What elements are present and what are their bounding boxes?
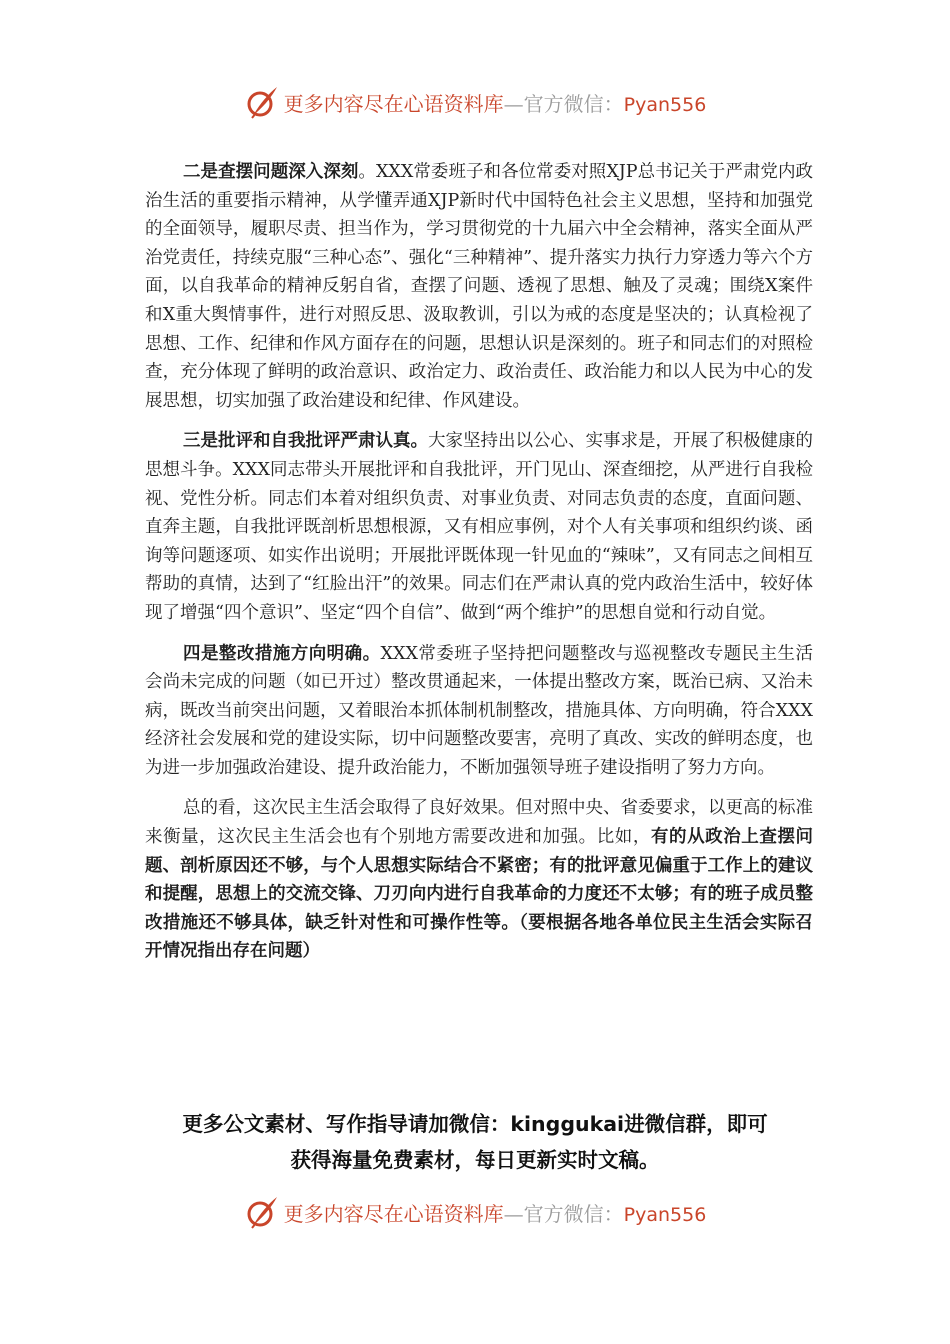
footer-watermark: [0, 1190, 950, 1234]
watermark-id: Pyan556: [623, 93, 707, 116]
paragraph-2: [145, 158, 813, 415]
quill-logo-icon: [244, 1194, 280, 1230]
watermark-main: 更多内容尽在心语资料库: [283, 91, 504, 116]
header-watermark: [0, 80, 950, 124]
watermark-official: 官方微信：: [523, 91, 624, 116]
paragraph-4: [145, 640, 813, 783]
footer-notice: [120, 1106, 830, 1178]
watermark-dash: —: [503, 91, 524, 116]
paragraph-2-body: 。XXX常委班子和各位常委对照XJP总书记关于严肃党内政治生活的重要指示精神，从学懂弄通XJP新时代中国特色社会主义思想，坚持和加强党的全面领导，履职尽责、担当作为，学习贯彻党的十九届六中全会精神，落实全面从严治党责任，持续克服“三种心态”、强化“三种精神”、提升落实力执行力穿透力等六个方面，以自我革命的精神反躬自省，查摆了问题、透视了思想、触及了灵魂；围绕X案件和X重大舆情事件，进行对照反思、汲取教训，引以为戒的态度是坚决的；认真检视了思想、工作、纪律和作风方面存在的问题，思想认识是深刻的。班子和同志们的对照检查，充分体现了鲜明的政治意识、政治定力、政治责任、政治能力和以人民为中心的发展思想，切实加强了政治建设和纪律、作风建设。: [145, 162, 814, 411]
paragraph-2-heading: 二是查摆问题深入深刻: [183, 162, 359, 182]
watermark-text: [284, 88, 707, 117]
watermark-main-bottom: 更多内容尽在心语资料库: [283, 1201, 504, 1226]
paragraph-3-heading: 三是批评和自我批评严肃认真。: [183, 431, 428, 452]
summary-bold: 有的从政治上查摆问题、剖析原因还不够，与个人思想实际结合不紧密；有的批评意见偏重于工作上的建议和提醒，思想上的交流交锋、刀刃向内进行自我革命的力度还不太够；有的班子成员整改措施还不够具体，缺乏针对性和可操作性等。（要根据各地各单位民主生活会实际召开情况指出存在问题）: [145, 827, 814, 962]
paragraph-3-body: 大家坚持出以公心、实事求是，开展了积极健康的思想斗争。XXX同志带头开展批评和自我批评，开门见山、深查细挖，从严进行自我检视、党性分析。同志们本着对组织负责、对事业负责、对同志负责的态度，直面问题、直奔主题，自我批评既剖析思想根源，又有相应事例，对个人有关事项和组织约谈、函询等问题逐项、如实作出说明；开展批评既体现一针见血的“辣味”，又有同志之间相互帮助的真情，达到了“红脸出汗”的效果。同志们在严肃认真的党内政治生活中，较好体现了增强“四个意识”、坚定“四个自信”、做到“两个维护”的思想自觉和行动自觉。: [145, 431, 813, 623]
watermark-id-bottom: Pyan556: [623, 1203, 707, 1226]
footer-line-2: 获得海量免费素材，每日更新实时文稿。: [290, 1148, 660, 1172]
summary-paragraph: [145, 794, 813, 966]
footer-line-1: 更多公文素材、写作指导请加微信：kinggukai进微信群，即可: [182, 1112, 768, 1136]
paragraph-3: [145, 427, 813, 627]
watermark-text-bottom: [284, 1198, 707, 1227]
document-body: [145, 158, 813, 978]
summary-normal: 总的看，这次民主生活会取得了良好效果。但对照中央、省委要求，以更高的标准来衡量，这次民主生活会也有个别地方需要改进和加强。比如，: [145, 798, 813, 848]
quill-logo-icon: [244, 84, 280, 120]
watermark-dash-bottom: —: [503, 1201, 524, 1226]
watermark-official-bottom: 官方微信：: [523, 1201, 624, 1226]
paragraph-4-body: XXX常委班子坚持把问题整改与巡视整改专题民主生活会尚未完成的问题（如已开过）整改贯通起来，一体提出整改方案，既治已病、又治未病，既改当前突出问题，又着眼治本抓体制机制整改，措施具体、方向明确，符合XXX经济社会发展和党的建设实际，切中问题整改要害，亮明了真改、实改的鲜明态度，也为进一步加强政治建设、提升政治能力，不断加强领导班子建设指明了努力方向。: [145, 643, 814, 778]
paragraph-4-heading: 四是整改措施方向明确。: [183, 643, 381, 664]
